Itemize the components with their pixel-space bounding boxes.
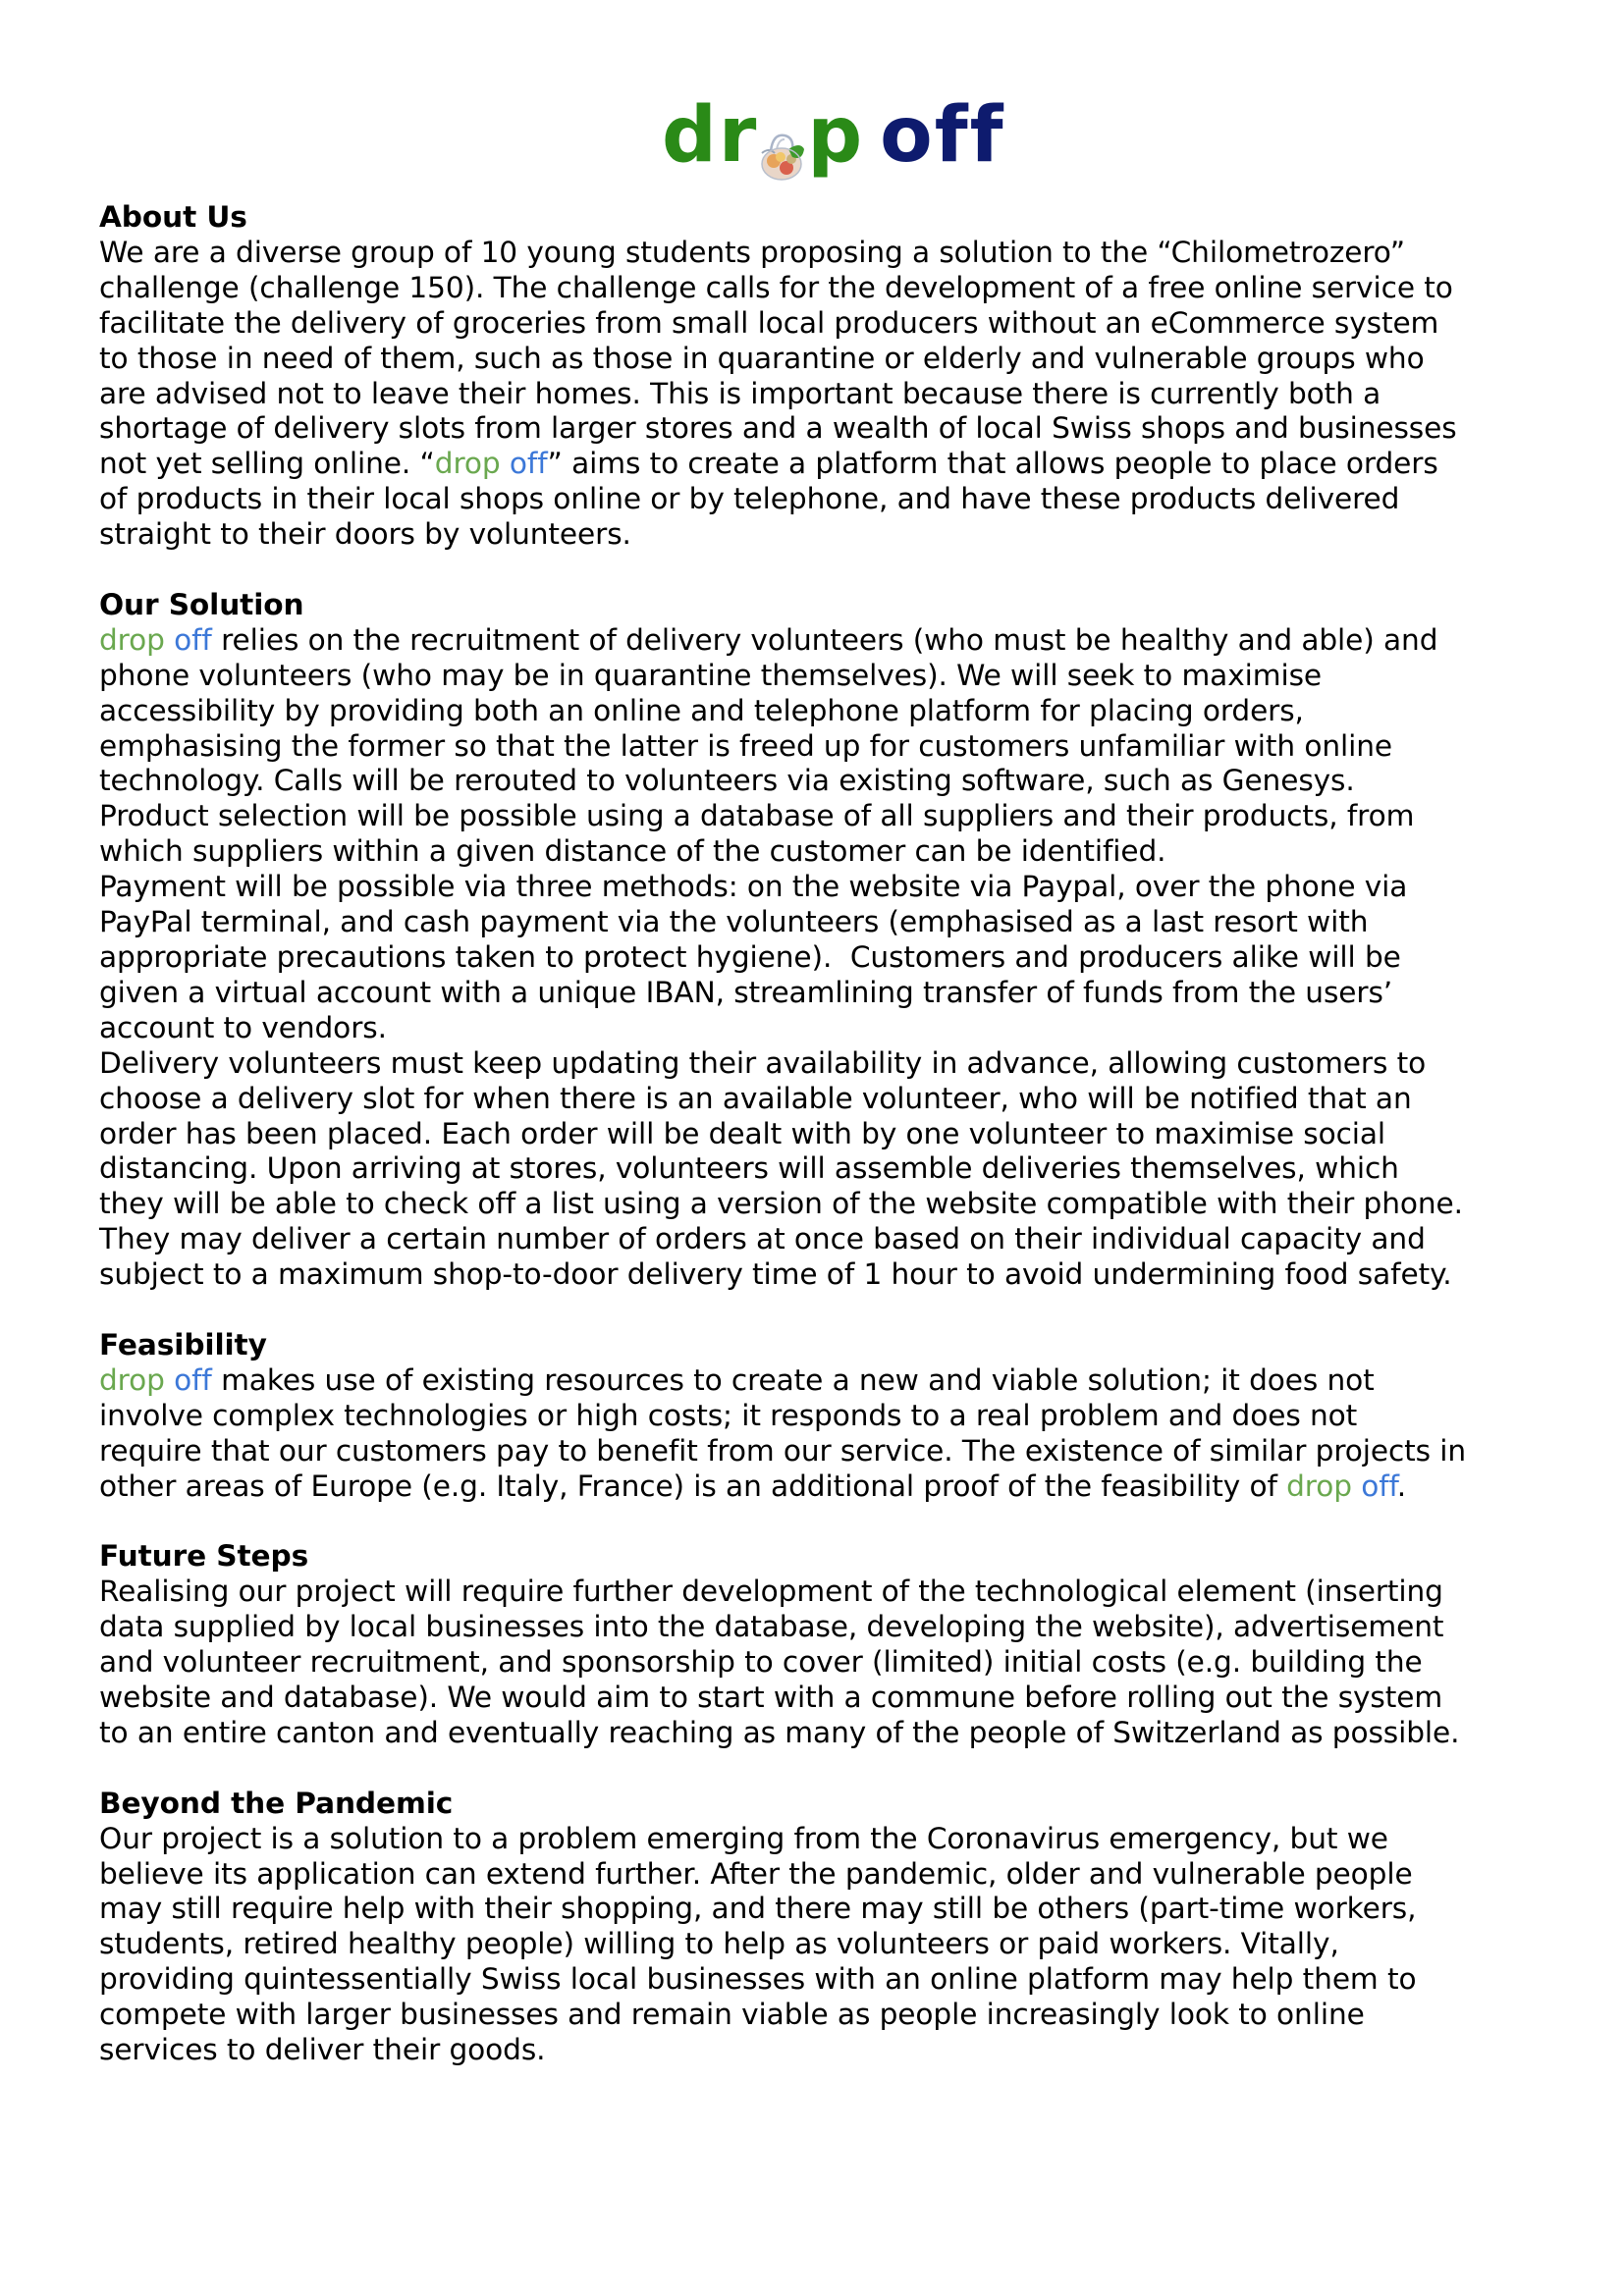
logo-word-off: off bbox=[880, 91, 1005, 180]
body-line: facilitate the delivery of groceries from small local producers without an eCommerce system bbox=[99, 305, 1439, 340]
body-line: subject to a maximum shop-to-door delivery time of 1 hour to avoid undermining food safety. bbox=[99, 1257, 1452, 1292]
text-run: relies on the recruitment of delivery volunteers (who must be healthy and able) and bbox=[211, 622, 1438, 657]
body-line: Product selection will be possible using a database of all suppliers and their products, from bbox=[99, 799, 1415, 833]
spacer bbox=[99, 1751, 1552, 1787]
body-line: to an entire canton and eventually reaching as many of the people of Switzerland as possible. bbox=[99, 1715, 1460, 1749]
body-line: website and database). We would aim to start with a commune before rolling out the system bbox=[99, 1681, 1443, 1715]
body-line bbox=[99, 1363, 1552, 1399]
body-line: technology. Calls will be rerouted to volunteers via existing software, such as Genesys. bbox=[99, 764, 1355, 798]
body-line bbox=[99, 447, 1552, 482]
brand-name-drop: drop bbox=[99, 1362, 165, 1397]
body-line: choose a delivery slot for when there is an available volunteer, who will be notified that an bbox=[99, 1081, 1412, 1115]
body-line: They may deliver a certain number of orders at once based on their individual capacity and bbox=[99, 1222, 1426, 1256]
text-run: not yet selling online. “ bbox=[99, 447, 435, 481]
body-line: to those in need of them, such as those in quarantine or elderly and vulnerable groups who bbox=[99, 341, 1425, 375]
logo-text-dr: dr bbox=[662, 91, 759, 180]
body-line: We are a diverse group of 10 young students proposing a solution to the “Chilometrozero” bbox=[99, 235, 1405, 269]
body-line: are advised not to leave their homes. This is important because there is currently both a bbox=[99, 376, 1381, 410]
spacer bbox=[99, 1293, 1552, 1328]
section-title: Our Solution bbox=[99, 587, 304, 621]
text-run: other areas of Europe (e.g. Italy, France) is an additional proof of the feasibility of bbox=[99, 1468, 1287, 1503]
section-title: Future Steps bbox=[99, 1539, 309, 1574]
document-body bbox=[99, 200, 1552, 2068]
body-line: involve complex technologies or high costs; it responds to a real problem and does not bbox=[99, 1398, 1358, 1432]
body-line bbox=[99, 1469, 1552, 1505]
body-line: Payment will be possible via three methods: on the website via Paypal, over the phone via bbox=[99, 870, 1408, 904]
body-line: emphasising the former so that the latter is freed up for customers unfamiliar with online bbox=[99, 728, 1392, 763]
body-line: require that our customers pay to benefit from our service. The existence of similar projects in bbox=[99, 1433, 1467, 1468]
section-future-steps bbox=[99, 1539, 1552, 1750]
body-line: of products in their local shops online or by telephone, and have these products delivered bbox=[99, 482, 1400, 516]
text-run: makes use of existing resources to create a new and viable solution; it does not bbox=[211, 1362, 1375, 1397]
section-feasibility bbox=[99, 1328, 1552, 1505]
body-line: Our project is a solution to a problem emerging from the Coronavirus emergency, but we bbox=[99, 1821, 1388, 1855]
text-run: . bbox=[1396, 1468, 1407, 1503]
body-line: order has been placed. Each order will be dealt with by one volunteer to maximise social bbox=[99, 1116, 1386, 1150]
body-line: may still require help with their shopping, and there may still be others (part-time workers, bbox=[99, 1892, 1417, 1926]
text-run: ” aims to create a platform that allows people to place orders bbox=[547, 447, 1438, 481]
section-title: Beyond the Pandemic bbox=[99, 1786, 454, 1820]
body-line: distancing. Upon arriving at stores, volunteers will assemble deliveries themselves, which bbox=[99, 1151, 1399, 1186]
body-line: PayPal terminal, and cash payment via the volunteers (emphasised as a last resort with bbox=[99, 905, 1369, 939]
drop-off-logo bbox=[662, 91, 1005, 180]
body-line: Delivery volunteers must keep updating their availability in advance, allowing customers to bbox=[99, 1045, 1427, 1080]
body-line: services to deliver their goods. bbox=[99, 2033, 546, 2067]
body-line: data supplied by local businesses into the database, developing the website), advertisement bbox=[99, 1610, 1444, 1644]
body-line: challenge (challenge 150). The challenge calls for the development of a free online service to bbox=[99, 270, 1453, 304]
brand-name-drop: drop bbox=[99, 622, 165, 657]
body-line: given a virtual account with a unique IBAN, streamlining transfer of funds from the users’ bbox=[99, 975, 1393, 1009]
logo-word-drop bbox=[662, 91, 865, 180]
brand-name-off: off bbox=[1361, 1468, 1397, 1503]
body-line: they will be able to check off a list using a version of the website compatible with their phone. bbox=[99, 1187, 1463, 1221]
body-line: students, retired healthy people) willing to help as volunteers or paid workers. Vitally, bbox=[99, 1927, 1339, 1961]
section-our-solution bbox=[99, 588, 1552, 1293]
body-line: compete with larger businesses and remain viable as people increasingly look to online bbox=[99, 1998, 1365, 2032]
body-line: believe its application can extend further. After the pandemic, older and vulnerable people bbox=[99, 1856, 1413, 1891]
brand-name-off: off bbox=[174, 1362, 212, 1397]
body-line: providing quintessentially Swiss local businesses with an online platform may help them to bbox=[99, 1962, 1417, 1997]
body-line: shortage of delivery slots from larger stores and a wealth of local Swiss shops and businesses bbox=[99, 411, 1457, 446]
section-title: Feasibility bbox=[99, 1327, 267, 1362]
brand-name-drop: drop bbox=[1286, 1468, 1352, 1503]
body-line: Realising our project will require further development of the technological element (inserting bbox=[99, 1575, 1443, 1609]
grocery-bag-icon bbox=[759, 114, 806, 163]
body-line: accessibility by providing both an online and telephone platform for placing orders, bbox=[99, 693, 1304, 727]
spacer bbox=[99, 1505, 1552, 1540]
body-line: phone volunteers (who may be in quarantine themselves). We will seek to maximise bbox=[99, 658, 1323, 692]
logo-text-p: p bbox=[807, 91, 865, 180]
section-title: About Us bbox=[99, 200, 247, 234]
section-beyond-the-pandemic bbox=[99, 1787, 1552, 2068]
spacer bbox=[99, 553, 1552, 588]
body-line: and volunteer recruitment, and sponsorship to cover (limited) initial costs (e.g. building the bbox=[99, 1645, 1423, 1680]
brand-name-off: off bbox=[174, 622, 212, 657]
brand-name-drop: drop bbox=[434, 447, 501, 481]
body-line: appropriate precautions taken to protect hygiene). Customers and producers alike will be bbox=[99, 940, 1401, 975]
body-line: straight to their doors by volunteers. bbox=[99, 517, 631, 552]
brand-name-off: off bbox=[509, 447, 548, 481]
body-line: which suppliers within a given distance of the customer can be identified. bbox=[99, 834, 1166, 869]
section-about-us bbox=[99, 200, 1552, 553]
body-line bbox=[99, 623, 1552, 659]
body-line: account to vendors. bbox=[99, 1010, 387, 1044]
